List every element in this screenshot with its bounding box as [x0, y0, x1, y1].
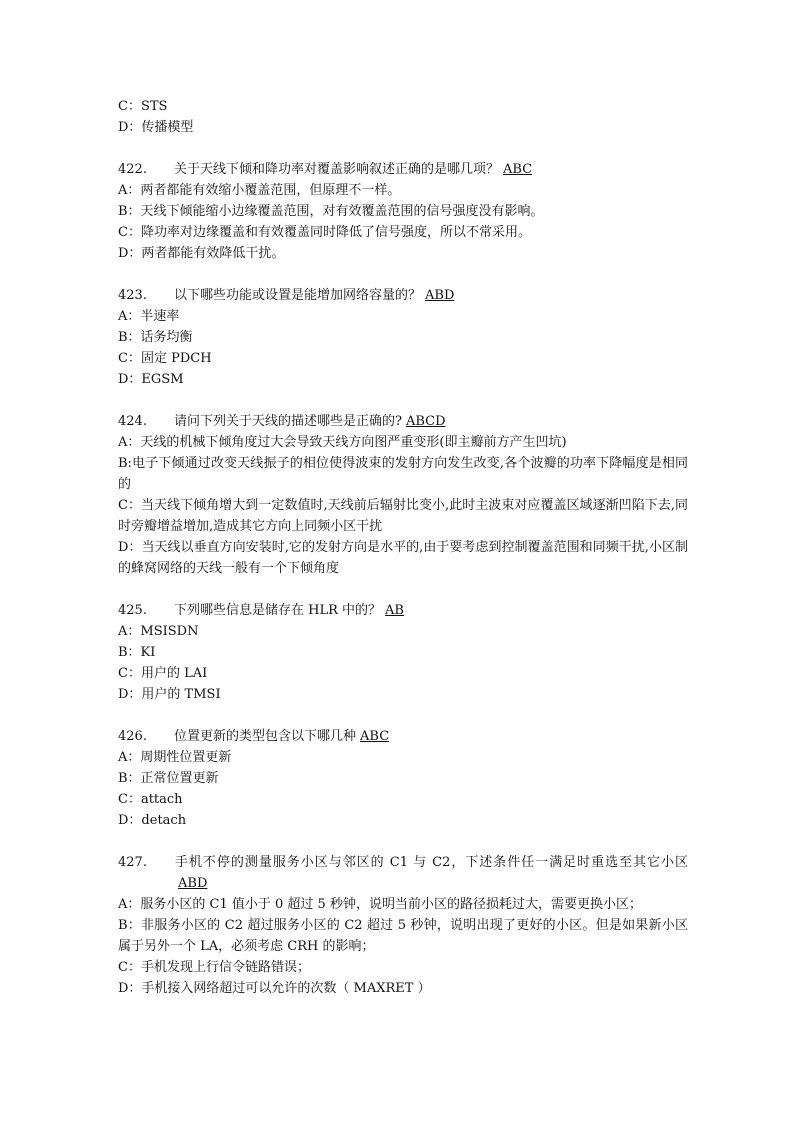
question-text: 关于天线下倾和降功率对覆盖影响叙述正确的是哪几项？: [174, 162, 500, 177]
option-line: A：天线的机械下倾角度过大会导致天线方向图严重变形(即主瓣前方产生凹坑): [118, 435, 567, 450]
question-number: 423.: [118, 288, 147, 303]
option-line: A：半速率: [118, 309, 180, 324]
option-line: D：两者都能有效降低干扰。: [118, 246, 285, 261]
answer-key: ABCD: [405, 414, 446, 429]
option-line: A：MSISDN: [118, 624, 199, 639]
question-stem: [118, 285, 688, 306]
option-line: C：降功率对边缘覆盖和有效覆盖同时降低了信号强度，所以不常采用。: [118, 225, 531, 240]
option-line: D：detach: [118, 813, 187, 828]
option-line: D：当天线以垂直方向安装时,它的发射方向是水平的,由于要考虑到控制覆盖范围和同频干扰,小区制的蜂窝网络的天线一般有一个下倾角度: [118, 540, 688, 576]
option-line: B：正常位置更新: [118, 771, 219, 786]
answer-key: ABD: [425, 288, 455, 303]
option-line: C：attach: [118, 792, 183, 807]
question-text: 手机不停的测量服务小区与邻区的 C1 与 C2，下述条件任一满足时重选至其它小区: [174, 855, 688, 870]
option-line: B：非服务小区的 C2 超过服务小区的 C2 超过 5 秒钟，说明出现了更好的小区。但是如果新小区属于另外一个 LA，必须考虑 CRH 的影响；: [118, 918, 688, 954]
option-line: B：话务均衡: [118, 330, 193, 345]
answer-key: ABC: [503, 162, 533, 177]
document-page: [118, 96, 688, 999]
option-line: C：当天线下倾角增大到一定数值时,天线前后辐射比变小,此时主波束对应覆盖区域逐渐凹陷下去,同时旁瓣增益增加,造成其它方向上同频小区干扰: [118, 498, 688, 534]
question-text: 位置更新的类型包含以下哪几种: [174, 729, 357, 744]
option-line: A：服务小区的 C1 值小于 0 超过 5 秒钟，说明当前小区的路径损耗过大，需要更换小区；: [118, 897, 642, 912]
question-number: 427.: [118, 855, 147, 870]
question-425: [118, 600, 688, 705]
option-line: D：用户的 TMSI: [118, 687, 221, 702]
answer-key: ABC: [360, 729, 390, 744]
question-423: [118, 285, 688, 390]
question-stem: [118, 600, 688, 621]
question-text: 请问下列关于天线的描述哪些是正确的?: [174, 414, 402, 429]
question-number: 422.: [118, 162, 147, 177]
question-number: 425.: [118, 603, 147, 618]
option-line: B：天线下倾能缩小边缘覆盖范围，对有效覆盖范围的信号强度没有影响。: [118, 204, 544, 219]
option-line: B：KI: [118, 645, 156, 660]
option-line: A：周期性位置更新: [118, 750, 232, 765]
question-stem: [118, 852, 688, 894]
option-line: D：手机接入网络超过可以允许的次数（ MAXRET ）: [118, 981, 431, 996]
question-number: 426.: [118, 729, 147, 744]
option-line: C：用户的 LAI: [118, 666, 208, 681]
question-426: [118, 726, 688, 831]
question-text: 以下哪些功能或设置是能增加网络容量的？: [174, 288, 422, 303]
option-line: C：手机发现上行信令链路错误；: [118, 960, 310, 975]
question-427: [118, 852, 688, 999]
question-stem: [118, 411, 688, 432]
question-number: 424.: [118, 414, 147, 429]
question-424: [118, 411, 688, 579]
option-line: D：EGSM: [118, 372, 184, 387]
answer-key: ABD: [178, 876, 208, 891]
question-stem: [118, 726, 688, 747]
answer-key: AB: [385, 603, 404, 618]
option-line: C：固定 PDCH: [118, 351, 212, 366]
question-text: 下列哪些信息是储存在 HLR 中的？: [174, 603, 382, 618]
option-line: B:电子下倾通过改变天线振子的相位使得波束的发射方向发生改变,各个波瓣的功率下降幅度是相同的: [118, 456, 688, 492]
option-line: A：两者都能有效缩小覆盖范围，但原理不一样。: [118, 183, 401, 198]
question-422: [118, 159, 688, 264]
option-line: C：STS: [118, 99, 168, 114]
option-line: D：传播模型: [118, 120, 194, 135]
question-stem: [118, 159, 688, 180]
